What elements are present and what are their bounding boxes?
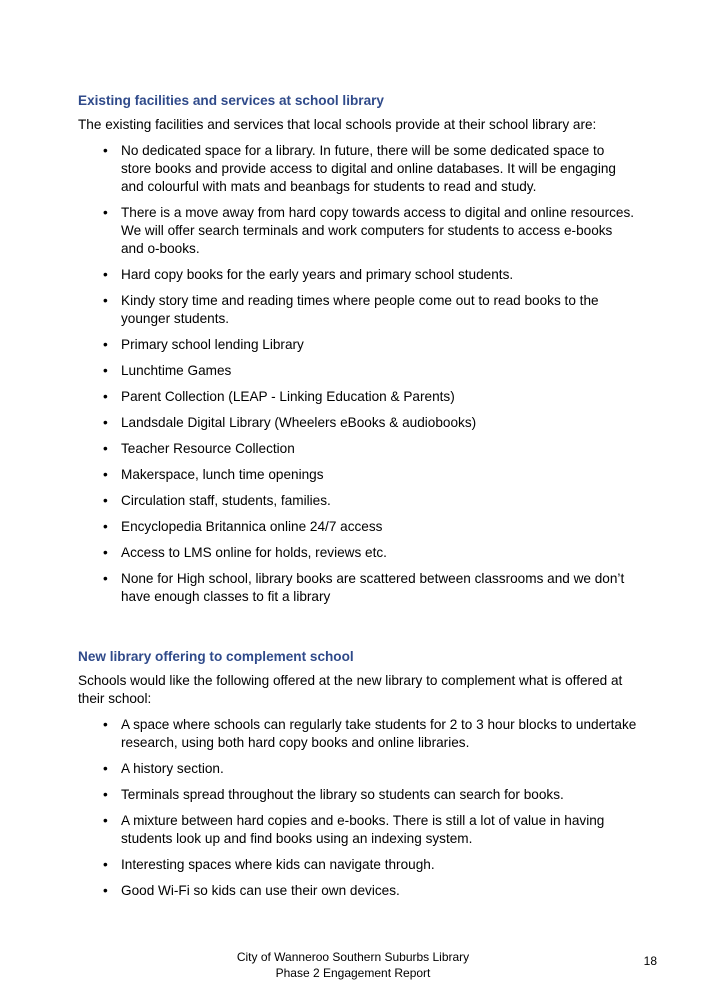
list-item [78, 336, 638, 354]
bullet-icon: • [103, 467, 108, 482]
list-item-text: Circulation staff, students, families. [121, 493, 331, 508]
list-item-text: Lunchtime Games [121, 363, 232, 378]
list-item-text: Interesting spaces where kids can navigate through. [121, 857, 435, 872]
footer-line-2: Phase 2 Engagement Report [275, 966, 431, 980]
list-item-text: Hard copy books for the early years and primary school students. [121, 267, 514, 282]
page-number: 18 [643, 954, 657, 968]
bullet-icon: • [103, 857, 108, 872]
bullet-icon: • [103, 337, 108, 352]
bullet-icon: • [103, 571, 108, 586]
list-item-text: Encyclopedia Britannica online 24/7 access [121, 519, 383, 534]
list-item [78, 292, 638, 328]
bullet-list [78, 142, 638, 606]
bullet-icon: • [103, 293, 108, 308]
list-item [78, 544, 638, 562]
bullet-icon: • [103, 363, 108, 378]
list-item [78, 812, 638, 848]
list-item [78, 492, 638, 510]
section-heading: Existing facilities and services at school library [78, 93, 384, 108]
list-item [78, 466, 638, 484]
list-item-text: Good Wi-Fi so kids can use their own devices. [121, 883, 400, 898]
bullet-icon: • [103, 813, 108, 828]
list-item-text: There is a move away from hard copy towards access to digital and online resources. We will offer search terminals and work computers for students to access e-books and o-books. [121, 205, 635, 256]
bullet-list [78, 716, 638, 900]
section-intro: Schools would like the following offered at the new library to complement what is offered at their school: [78, 673, 623, 706]
list-item-text: Primary school lending Library [121, 337, 304, 352]
list-item [78, 362, 638, 380]
bullet-icon: • [103, 787, 108, 802]
list-item-text: No dedicated space for a library. In future, there will be some dedicated space to store books and provide access to digital and online databases. It will be engaging and colourful with mats and beanbags for students to read and study. [121, 143, 616, 194]
page-footer [0, 949, 706, 981]
list-item [78, 716, 638, 752]
section-heading: New library offering to complement school [78, 649, 354, 664]
bullet-icon: • [103, 415, 108, 430]
bullet-icon: • [103, 143, 108, 158]
list-item-text: Kindy story time and reading times where people come out to read books to the younger students. [121, 293, 599, 326]
list-item [78, 266, 638, 284]
section-existing-facilities [78, 92, 638, 606]
bullet-icon: • [103, 441, 108, 456]
section-new-library-offering [78, 648, 638, 900]
list-item-text: A history section. [121, 761, 224, 776]
list-item [78, 204, 638, 258]
bullet-icon: • [103, 761, 108, 776]
list-item-text: Access to LMS online for holds, reviews etc. [121, 545, 387, 560]
list-item [78, 388, 638, 406]
bullet-icon: • [103, 493, 108, 508]
list-item [78, 440, 638, 458]
section-intro: The existing facilities and services that local schools provide at their school library are: [78, 117, 597, 132]
list-item-text: Makerspace, lunch time openings [121, 467, 324, 482]
list-item [78, 856, 638, 874]
list-item-text: Teacher Resource Collection [121, 441, 295, 456]
list-item [78, 414, 638, 432]
list-item [78, 882, 638, 900]
bullet-icon: • [103, 519, 108, 534]
bullet-icon: • [103, 267, 108, 282]
bullet-icon: • [103, 883, 108, 898]
bullet-icon: • [103, 717, 108, 732]
list-item-text: None for High school, library books are scattered between classrooms and we don’t have enough classes to fit a library [121, 571, 625, 604]
bullet-icon: • [103, 205, 108, 220]
list-item-text: A space where schools can regularly take students for 2 to 3 hour blocks to undertake research, using both hard copy books and online libraries. [121, 717, 637, 750]
list-item-text: A mixture between hard copies and e-books. There is still a lot of value in having students look up and find books using an indexing system. [121, 813, 605, 846]
list-item [78, 570, 638, 606]
footer-line-1: City of Wanneroo Southern Suburbs Library [236, 950, 470, 964]
list-item [78, 786, 638, 804]
bullet-icon: • [103, 545, 108, 560]
list-item-text: Parent Collection (LEAP - Linking Education & Parents) [121, 389, 455, 404]
bullet-icon: • [103, 389, 108, 404]
list-item-text: Landsdale Digital Library (Wheelers eBooks & audiobooks) [121, 415, 477, 430]
list-item [78, 142, 638, 196]
list-item [78, 518, 638, 536]
list-item [78, 760, 638, 778]
list-item-text: Terminals spread throughout the library so students can search for books. [121, 787, 564, 802]
